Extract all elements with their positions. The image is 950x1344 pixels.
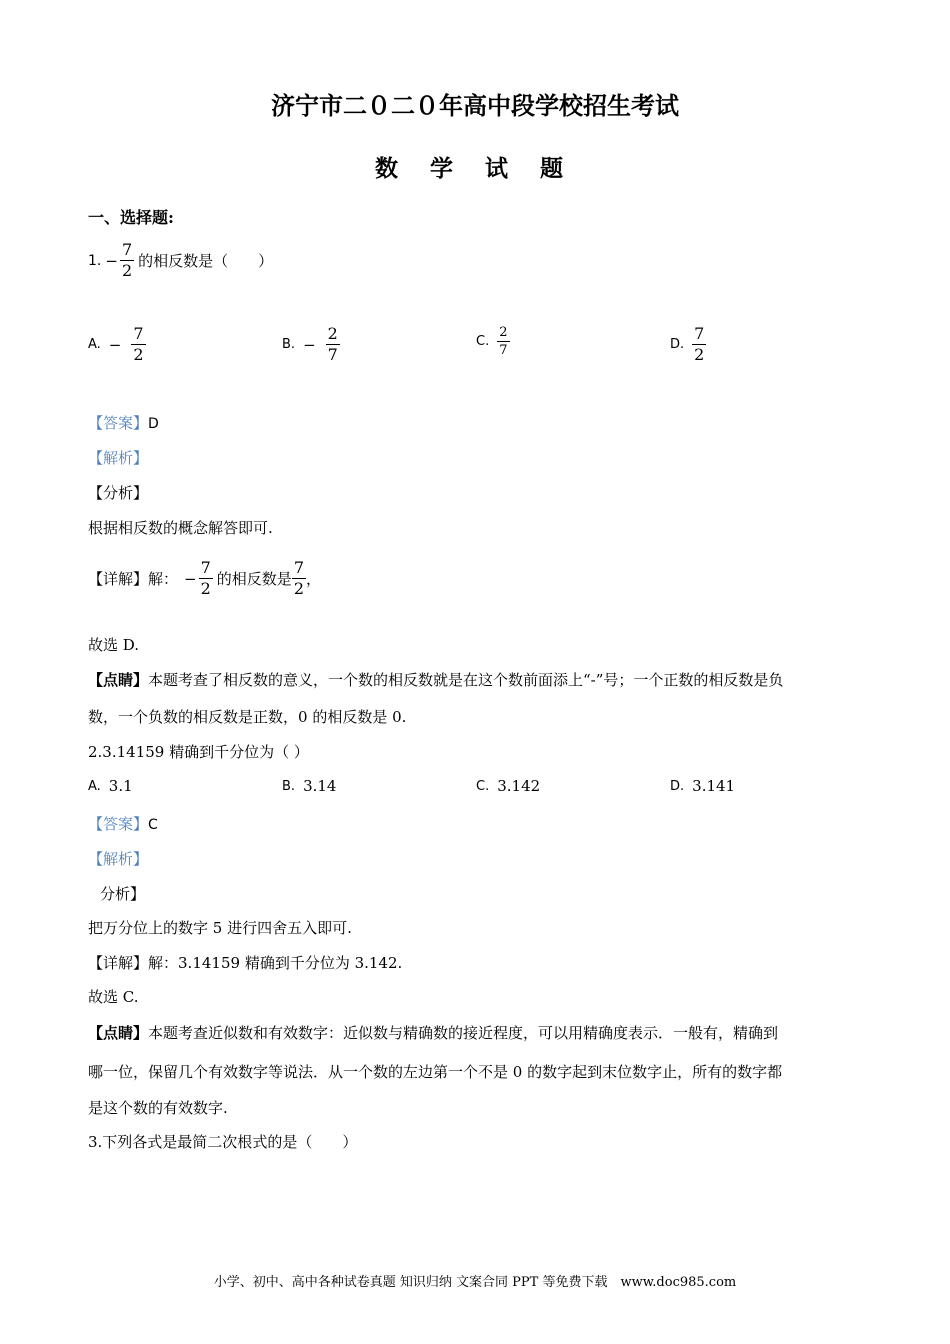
q2-fenxi-label: 分析】 [100,885,146,903]
q2-option-b [282,777,336,795]
q1-detail-minus: − [184,569,197,588]
q2-option-c-value: 3.142 [497,777,541,795]
q2-detail-label: 【详解】 [88,954,149,972]
q1-option-b-sign: − [303,335,316,354]
q1-option-a-fraction [131,326,145,363]
q1-detail-suffix: ， [306,570,322,588]
q2-comment-text-1: 本题考查近似数和有效数字：近似数与精确数的接近程度，可以用精确度表示．一般有，精确到 [148,1024,779,1042]
q1-option-b-den: 7 [327,345,338,364]
q1-option-b-num: 2 [327,324,338,343]
q1-option-d-den: 2 [694,345,705,364]
q1-jiexi-label: 【解析】 [88,449,149,467]
q1-option-a-num: 7 [133,324,144,343]
q1-comment-line-2: 数，一个负数的相反数是正数，0 的相反数是 0. [88,708,407,726]
q2-comment-line-2: 哪一位，保留几个有效数字等说法．从一个数的左边第一个不是 0 的数字起到末位数字止，所有的数字都 [88,1063,783,1081]
q1-option-a-letter: A. [88,337,101,352]
q1-detail-fraction-1 [199,560,213,597]
q2-comment-line-3: 是这个数的有效数字. [88,1099,228,1117]
q2-stem: 2.3.14159 精确到千分位为（ ） [88,743,309,761]
q2-option-d-value: 3.141 [692,777,736,795]
q1-option-c-letter: C. [476,334,490,349]
q1-comment-label: 【点睛】 [88,671,149,689]
q2-option-c [476,777,540,795]
q1-detail-den-2: 2 [293,579,304,598]
q2-option-d-letter: D. [670,778,685,794]
q2-detail-text: 解：3.14159 精确到千分位为 3.142. [148,954,403,972]
q1-option-d-num: 7 [694,324,705,343]
q1-option-b-letter: B. [282,337,296,352]
q1-answer-label: 【答案】 [88,414,149,432]
exam-subtitle: 数 学 试 题 [374,155,576,182]
q1-comment-line-1 [88,669,783,690]
q1-stem [88,242,273,279]
q2-option-a [88,777,133,795]
q1-detail-mid: 的相反数是 [216,570,292,588]
q1-option-a-den: 2 [133,345,144,364]
q2-jiexi-label: 【解析】 [88,850,149,868]
q1-detail-prefix: 解： [148,570,179,588]
q1-detail-fraction-2 [292,560,306,597]
q1-detail-num-1: 7 [200,558,211,577]
q1-option-c [476,326,510,357]
q1-stem-numerator: 7 [121,240,133,259]
q2-option-d [670,777,735,795]
q2-option-b-value: 3.14 [303,777,337,795]
q2-choose: 故选 C. [88,988,139,1006]
q2-answer-value: C [148,817,158,833]
q1-detail-label: 【详解】 [88,570,149,588]
q1-number: 1. [88,252,102,269]
q1-answer [88,412,159,433]
q1-option-d-fraction [692,326,706,363]
q1-option-c-fraction [497,326,509,357]
q2-option-a-letter: A. [88,778,101,794]
q1-fenxi-label: 【分析】 [88,484,149,502]
q1-option-a [88,326,146,363]
q2-fenxi-text: 把万分位上的数字 5 进行四舍五入即可. [88,919,352,937]
q1-fenxi-text: 根据相反数的概念解答即可. [88,519,273,537]
q2-detail [88,952,402,973]
q1-comment-text-1: 本题考查了相反数的意义，一个数的相反数就是在这个数前面添上“-”号；一个正数的相反数是负 [148,671,784,689]
q2-answer [88,813,158,834]
q1-stem-text: 的相反数是（ ） [138,252,274,270]
q1-stem-minus: − [105,251,118,270]
q1-detail [88,560,321,597]
q1-option-a-sign: − [108,335,122,354]
q1-option-b [282,326,340,363]
q1-option-c-den: 7 [499,343,508,358]
q2-option-a-value: 3.1 [108,777,133,795]
q1-stem-fraction [120,242,134,279]
q2-comment-label: 【点睛】 [88,1024,149,1042]
q2-option-b-letter: B. [282,778,296,794]
q1-option-b-fraction [326,326,340,363]
q2-option-c-letter: C. [476,778,490,794]
q1-detail-num-2: 7 [293,558,304,577]
q3-stem: 3.下列各式是最简二次根式的是（ ） [88,1133,358,1151]
q1-answer-value: D [148,416,159,432]
page-footer: 小学、初中、高中各种试卷真题 知识归纳 文案合同 PPT 等免费下载 www.doc985.com [213,1275,737,1290]
q1-option-d-letter: D. [670,337,685,352]
q1-option-d [670,326,706,363]
q1-stem-denominator: 2 [121,261,133,280]
q1-detail-den-1: 2 [200,579,211,598]
section-heading: 一、选择题: [88,208,174,227]
q2-comment-line-1 [88,1022,778,1043]
exam-title: 济宁市二０二０年高中段学校招生考试 [271,91,679,120]
q1-choose: 故选 D. [88,636,140,654]
q1-option-c-num: 2 [499,325,508,340]
q2-answer-label: 【答案】 [88,815,149,833]
